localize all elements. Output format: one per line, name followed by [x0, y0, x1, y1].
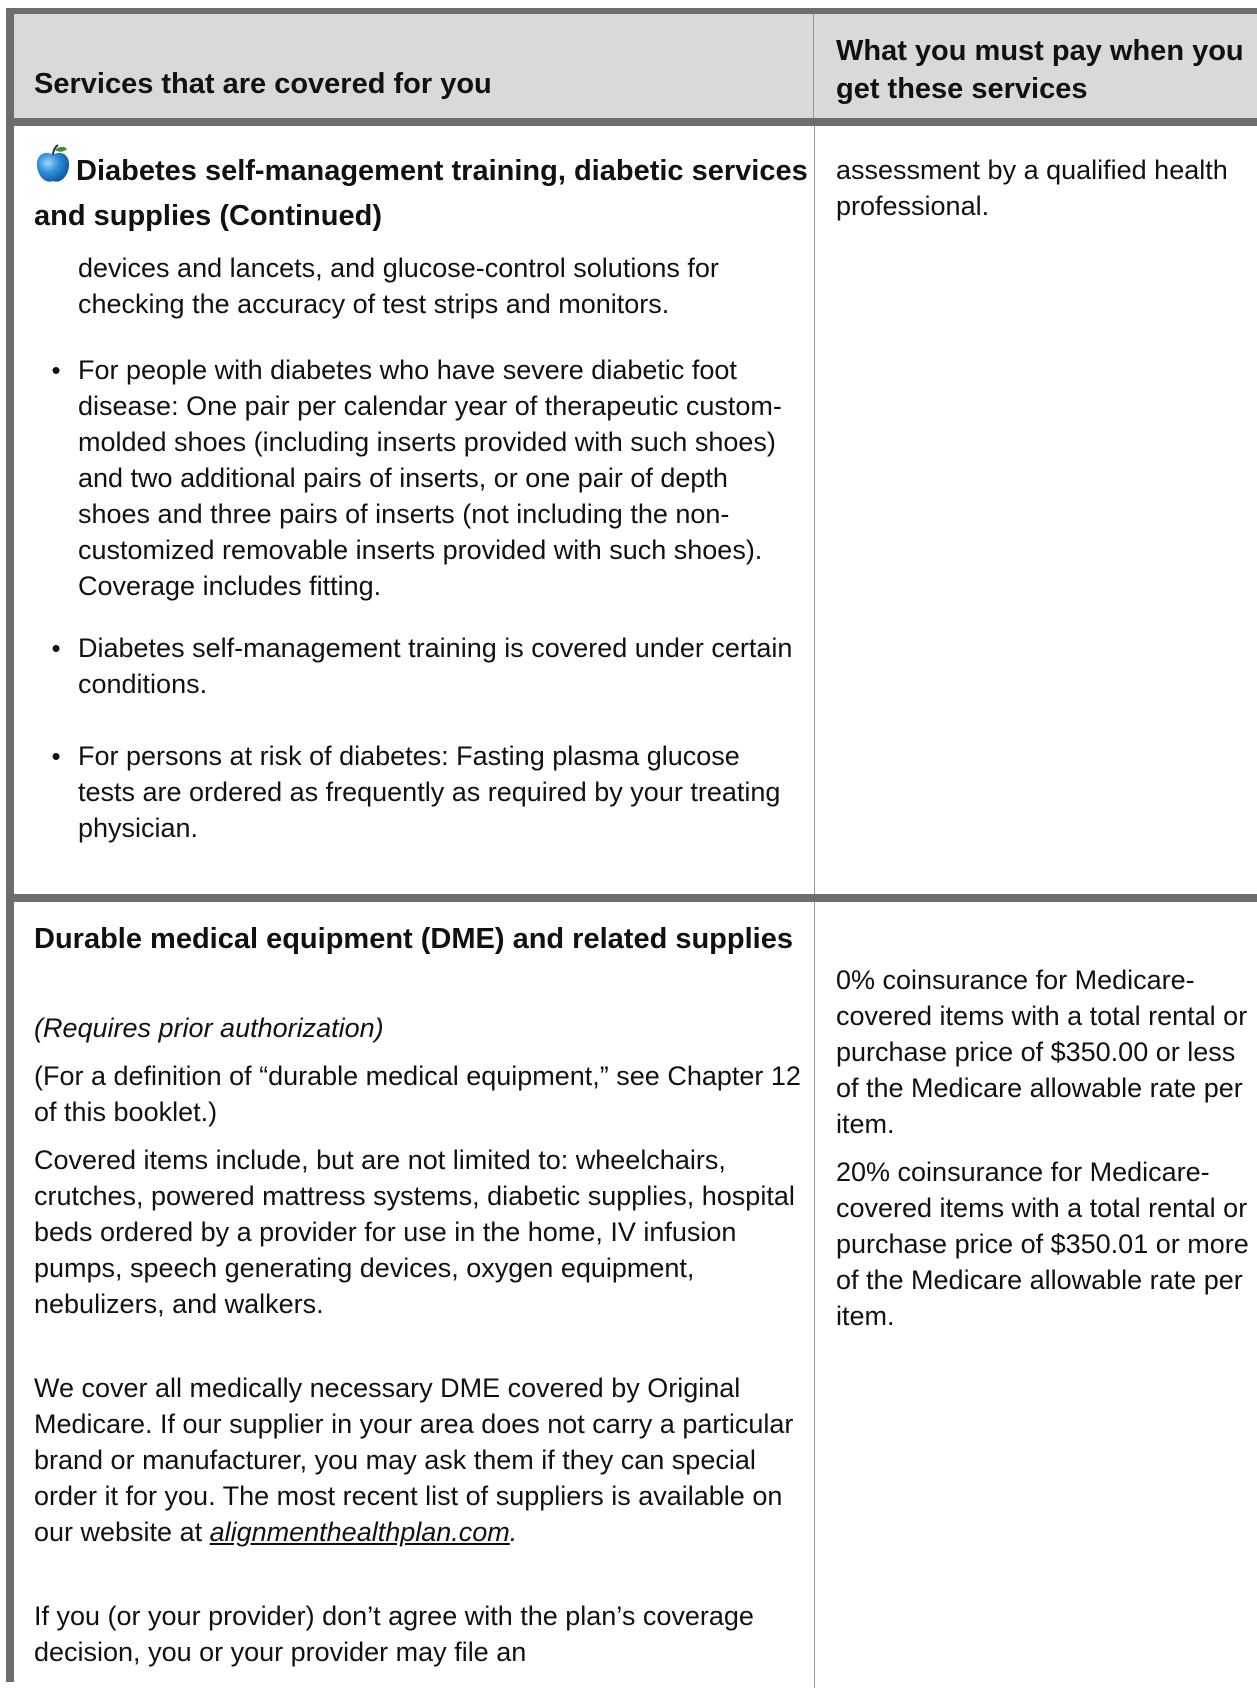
column-divider-row2: [814, 902, 815, 1688]
list-item: [34, 630, 804, 710]
list-item-text: For people with diabetes who have severe diabetic foot disease: One pair per calendar year of therapeutic custom-molded shoes (including inserts provided with such shoes) and two additional pairs of inserts, or one pair of depth shoes and three pairs of inserts (not including the non-customized removable inserts provided with such shoes). Coverage includes fitting.: [78, 355, 782, 601]
column-divider-row1: [814, 126, 815, 894]
dme-title: Durable medical equipment (DME) and related supplies: [34, 923, 793, 955]
website-link[interactable]: alignmenthealthplan.com: [209, 1517, 510, 1547]
header-pay: What you must pay when you get these services: [836, 35, 1244, 105]
section-divider: [14, 894, 1257, 902]
dme-cover-all: [34, 1370, 809, 1550]
apple-icon: [34, 144, 72, 196]
dme-pay-low: 0% coinsurance for Medicare-covered items with a total rental or purchase price of $350.00 or less of the Medicare allowable rate per item.: [836, 965, 1248, 1139]
dme-cover-all-text: We cover all medically necessary DME covered by Original Medicare. If our supplier in your area does not carry a particular brand or manufacturer, you may ask them if they can special order it for you. The most recent list of suppliers is available on our website at: [34, 1373, 794, 1547]
list-item: [34, 352, 804, 612]
benefits-table: [6, 8, 1257, 1682]
diabetes-continuation: devices and lancets, and glucose-control solutions for checking the accuracy of test strips and monitors.: [78, 253, 719, 319]
diabetes-pay: assessment by a qualified health professional.: [836, 155, 1228, 221]
dme-prior-auth: (Requires prior authorization): [34, 1013, 384, 1043]
list-item: [34, 738, 804, 858]
dme-pay-high: 20% coinsurance for Medicare-covered items with a total rental or purchase price of $350.01 or more of the Medicare allowable rate per item.: [836, 1157, 1249, 1331]
dme-disagree: If you (or your provider) don’t agree with the plan’s coverage decision, you or your provider may file an: [34, 1601, 754, 1667]
diabetes-title-block: [34, 144, 814, 237]
list-item-text: Diabetes self-management training is covered under certain conditions.: [78, 633, 793, 699]
table-header: [14, 14, 1257, 126]
header-column-divider: [14, 14, 814, 118]
bullet-marker: •: [51, 355, 61, 385]
dme-covered-items: Covered items include, but are not limited to: wheelchairs, crutches, powered mattress systems, diabetic supplies, hospital beds ordered by a provider for use in the home, IV infusion pumps, speech generating devices, oxygen equipment, nebulizers, and walkers.: [34, 1145, 795, 1319]
bullet-marker: •: [51, 741, 61, 771]
dme-definition: (For a definition of “durable medical equipment,” see Chapter 12 of this booklet.): [34, 1061, 801, 1127]
diabetes-title: Diabetes self-management training, diabetic services and supplies (Continued): [34, 155, 808, 232]
header-services: Services that are covered for you: [34, 68, 492, 100]
list-item-text: For persons at risk of diabetes: Fasting plasma glucose tests are ordered as frequently as required by your treating physician.: [78, 741, 781, 843]
website-punct: .: [509, 1517, 518, 1547]
bullet-marker: •: [51, 633, 61, 663]
